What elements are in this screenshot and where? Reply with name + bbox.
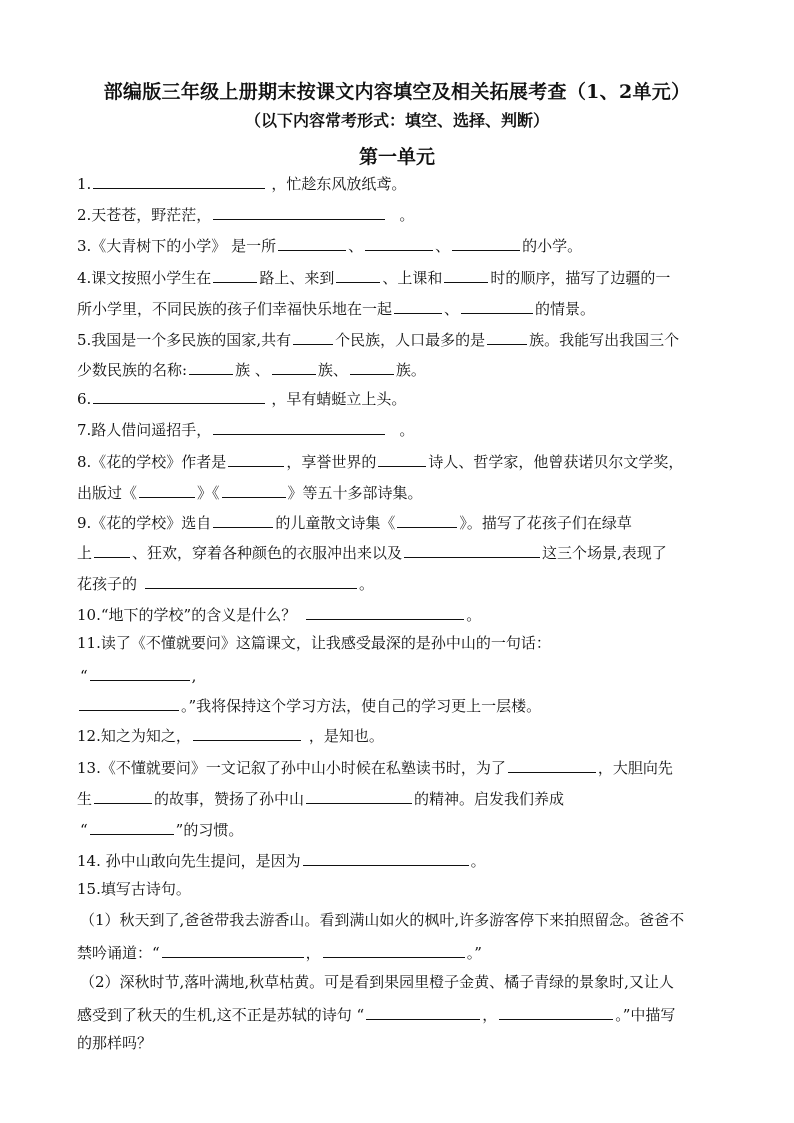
answer-blank[interactable] — [306, 603, 464, 620]
text-segment: 的儿童散文诗集《 — [275, 514, 396, 532]
text-segment: 7.路人借问遥招手， — [77, 421, 212, 439]
text-segment: 族 、 — [235, 361, 270, 379]
text-segment: ，大胆向先 — [597, 759, 673, 777]
question-13 — [77, 756, 727, 778]
answer-blank[interactable] — [213, 511, 273, 528]
answer-blank[interactable] — [323, 941, 465, 958]
question-15-2-cont2 — [77, 1033, 727, 1053]
question-6 — [77, 387, 727, 409]
text-segment: 。”中描写 — [615, 1006, 676, 1024]
text-segment: （1）秋天到了,爸爸带我去游香山。看到满山如火的枫叶,许多游客停下来拍照留念。爸爸不 — [80, 911, 685, 929]
question-11-quote — [80, 664, 730, 686]
answer-blank[interactable] — [94, 787, 152, 804]
text-segment: 。 — [466, 606, 482, 624]
text-segment: ”的习惯。 — [175, 821, 244, 839]
text-segment: 》。描写了花孩子们在绿草 — [459, 514, 632, 532]
text-segment: 。”我将保持这个学习方法，使自己的学习更上一层楼。 — [181, 697, 542, 715]
text-segment: 4.课文按照小学生在 — [77, 269, 212, 287]
text-segment: 6. — [77, 390, 92, 408]
text-segment: 花孩子的 — [77, 575, 138, 593]
answer-blank[interactable] — [404, 541, 540, 558]
answer-blank[interactable] — [272, 358, 316, 375]
text-segment: ，享誉世界的 — [286, 453, 377, 471]
text-segment: 10.“地下的学校”的含义是什么？ — [77, 606, 297, 624]
text-segment: 时的顺序，描写了边疆的一 — [490, 269, 671, 287]
text-segment: ，忙趁东风放纸鸢。 — [271, 175, 407, 193]
answer-blank[interactable] — [365, 234, 433, 251]
question-9-cont — [77, 541, 727, 563]
page-title: 部编版三年级上册期末按课文内容填空及相关拓展考查（1、2单元） — [103, 81, 691, 103]
text-segment: ，是知也。 — [308, 727, 384, 745]
text-segment: 。 — [470, 852, 486, 870]
answer-blank[interactable] — [213, 203, 385, 220]
text-segment: 所小学里，不同民族的孩子们幸福快乐地在一起 — [77, 300, 393, 318]
answer-blank[interactable] — [90, 818, 174, 835]
text-segment: 14. 孙中山敢向先生提问，是因为 — [77, 852, 301, 870]
text-segment: “ — [80, 821, 88, 839]
question-15-2 — [80, 972, 730, 992]
text-segment: 的故事，赞扬了孙中山 — [154, 790, 305, 808]
answer-blank[interactable] — [499, 1003, 613, 1020]
text-segment: ， — [482, 1006, 498, 1024]
answer-blank[interactable] — [90, 664, 190, 681]
text-segment: 路上、来到 — [259, 269, 335, 287]
answer-blank[interactable] — [278, 234, 346, 251]
question-15-1-cont — [77, 941, 727, 963]
answer-blank[interactable] — [162, 941, 304, 958]
answer-blank[interactable] — [293, 328, 333, 345]
text-segment: 、上课和 — [382, 269, 443, 287]
question-9 — [77, 511, 727, 533]
text-segment: 13.《不懂就要问》一文记叙了孙中山小时候在私塾读书时，为了 — [77, 759, 506, 777]
text-segment: 感受到了秋天的生机,这不正是苏轼的诗句 “ — [77, 1006, 365, 1024]
question-11-cont — [77, 694, 727, 716]
answer-blank[interactable] — [228, 450, 284, 467]
answer-blank[interactable] — [79, 694, 179, 711]
text-segment: 5.我国是一个多民族的国家,共有 — [77, 331, 292, 349]
text-segment: 3.《大青树下的小学》 是一所 — [77, 237, 277, 255]
text-segment: 12.知之为知之， — [77, 727, 191, 745]
text-segment: , — [191, 667, 197, 685]
text-segment: 11.读了《不懂就要问》这篇课文，让我感受最深的是孙中山的一句话： — [77, 634, 551, 652]
text-segment: 上 — [77, 544, 93, 562]
answer-blank[interactable] — [193, 724, 301, 741]
answer-blank[interactable] — [222, 481, 286, 498]
text-segment: 。 — [359, 575, 375, 593]
answer-blank[interactable] — [444, 266, 488, 283]
text-segment: 2.天苍苍，野茫茫， — [77, 206, 212, 224]
question-13-cont — [77, 787, 727, 809]
text-segment: 少数民族的名称: — [77, 361, 188, 379]
answer-blank[interactable] — [93, 172, 265, 189]
question-12 — [77, 724, 727, 746]
text-segment: 。 — [399, 206, 415, 224]
text-segment: 》《 — [197, 484, 220, 502]
answer-blank[interactable] — [189, 358, 233, 375]
text-segment: 族。 — [395, 361, 426, 379]
question-14 — [77, 849, 727, 871]
text-segment: （2）深秋时节,落叶满地,秋草枯黄。可是看到果园里橙子金黄、橘子青绿的景象时,又让人 — [80, 973, 674, 991]
answer-blank[interactable] — [394, 297, 442, 314]
question-1 — [77, 172, 727, 194]
text-segment: 诗人、哲学家，他曾获诺贝尔文学奖， — [428, 453, 684, 471]
text-segment: 生 — [77, 790, 93, 808]
question-3 — [77, 234, 727, 256]
text-segment: 、 — [444, 300, 460, 318]
answer-blank[interactable] — [452, 234, 520, 251]
question-5 — [77, 328, 727, 350]
answer-blank[interactable] — [461, 297, 533, 314]
question-4-cont — [77, 297, 727, 319]
text-segment: 的精神。启发我们养成 — [414, 790, 565, 808]
text-segment: 9.《花的学校》选自 — [77, 514, 212, 532]
question-15-2-cont — [77, 1003, 727, 1025]
question-4 — [77, 266, 727, 288]
text-segment: 族、 — [317, 361, 348, 379]
question-8 — [77, 450, 727, 472]
answer-blank[interactable] — [397, 511, 457, 528]
text-segment: 的小学。 — [522, 237, 583, 255]
answer-blank[interactable] — [336, 266, 380, 283]
question-2 — [77, 203, 727, 225]
page-subtitle: （以下内容常考形式：填空、选择、判断） — [244, 111, 549, 130]
answer-blank[interactable] — [487, 328, 527, 345]
answer-blank[interactable] — [213, 418, 385, 435]
text-segment: 8.《花的学校》作者是 — [77, 453, 227, 471]
text-segment: 的情景。 — [535, 300, 596, 318]
text-segment: 、 — [435, 237, 451, 255]
answer-blank[interactable] — [94, 541, 130, 558]
text-segment: ， — [305, 944, 321, 962]
answer-blank[interactable] — [139, 481, 195, 498]
text-segment: 。 — [399, 421, 415, 439]
text-segment: “ — [80, 667, 88, 685]
text-segment: ，早有蜻蜓立上头。 — [271, 390, 407, 408]
answer-blank[interactable] — [213, 266, 257, 283]
text-segment: 这三个场景,表现了 — [542, 544, 667, 562]
question-8-cont — [77, 481, 727, 503]
question-10 — [77, 603, 727, 625]
question-15-1 — [80, 910, 730, 930]
answer-blank[interactable] — [366, 1003, 480, 1020]
text-segment: 。” — [466, 944, 482, 962]
question-5-cont — [77, 358, 727, 380]
answer-blank[interactable] — [378, 450, 426, 467]
answer-blank[interactable] — [508, 756, 596, 773]
question-9-cont2 — [77, 572, 727, 594]
answer-blank[interactable] — [350, 358, 394, 375]
answer-blank[interactable] — [306, 787, 412, 804]
question-15 — [77, 879, 727, 899]
text-segment: 、 — [348, 237, 364, 255]
text-segment: 禁吟诵道：“ — [77, 944, 160, 962]
text-segment: 1. — [77, 175, 92, 193]
unit-heading: 第一单元 — [358, 146, 435, 168]
text-segment: 个民族，人口最多的是 — [335, 331, 486, 349]
text-segment: 、狂欢，穿着各种颜色的衣服冲出来以及 — [132, 544, 403, 562]
text-segment: 》等五十多部诗集。 — [287, 484, 423, 502]
text-segment: 的那样吗？ — [77, 1034, 153, 1052]
text-segment: 族。我能写出我国三个 — [529, 331, 680, 349]
question-7 — [77, 418, 727, 440]
answer-blank[interactable] — [303, 849, 469, 866]
answer-blank[interactable] — [93, 387, 265, 404]
text-segment: 15.填写古诗句。 — [77, 880, 191, 898]
question-11 — [77, 633, 727, 653]
answer-blank[interactable] — [145, 572, 357, 589]
text-segment: 出版过《 — [77, 484, 138, 502]
question-13-cont2 — [80, 818, 730, 840]
